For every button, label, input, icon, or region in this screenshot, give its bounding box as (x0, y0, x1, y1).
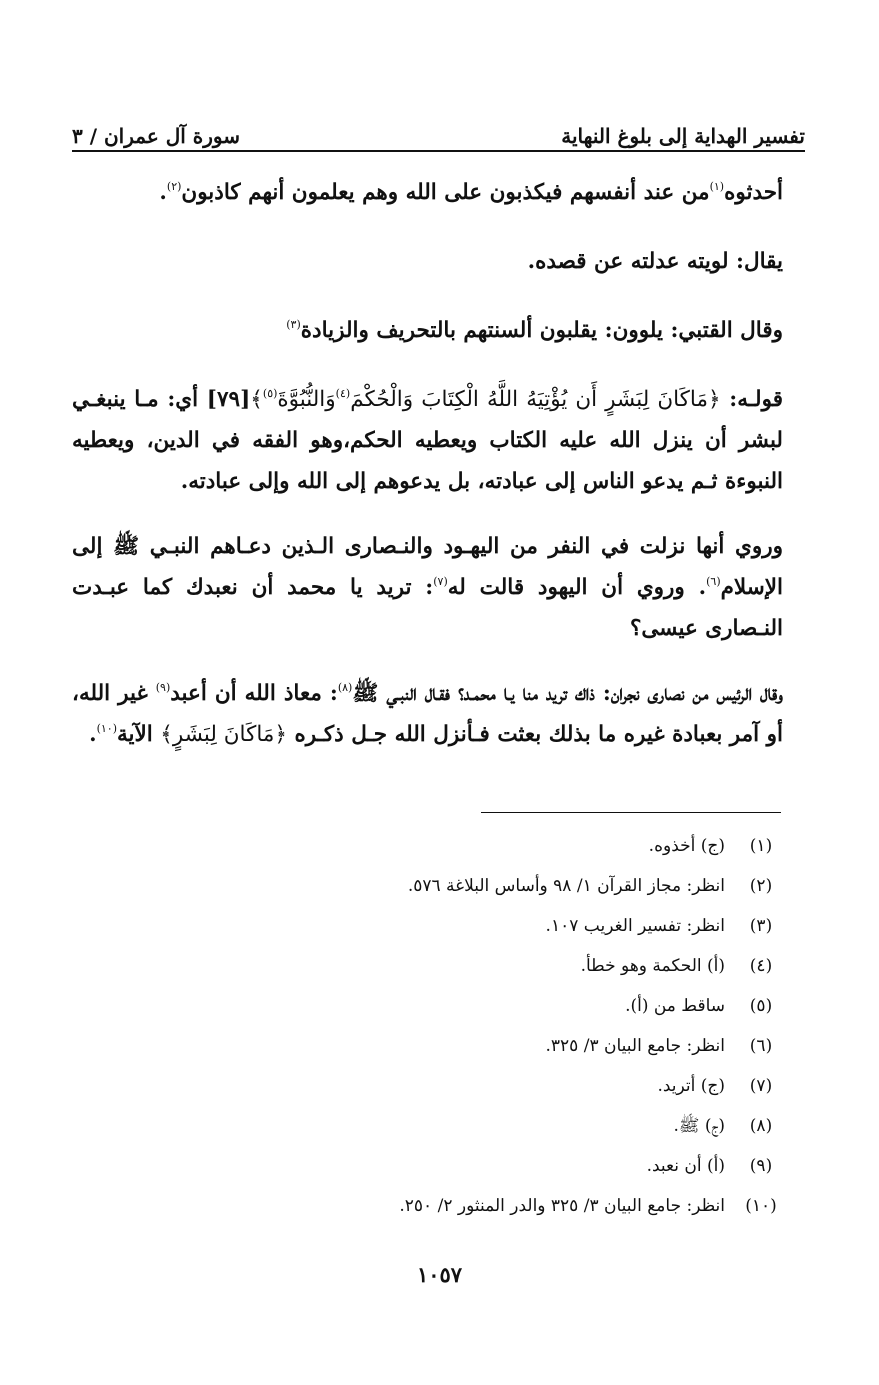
footnote-text: (ج) أخذوه. (648, 836, 725, 856)
text-run: وروي أنها نزلت في النفر من اليهـود والنـصارى الـذين دعـاهم النبـي ﷺ إلى الإسلام (72, 534, 783, 600)
footnote-number: (٨) (749, 1116, 773, 1136)
text-run: وقال الرئيس من نصارى نجران: ذاك تريد منا يـا محمـد؟ فقـال النبـي ﷺ (352, 681, 783, 706)
text-run: . (159, 180, 167, 205)
paragraph-5 (72, 526, 783, 649)
quran-verse: ﴾ (250, 387, 263, 412)
footnote-number: (٣) (749, 916, 773, 936)
footnote-number: (٧) (749, 1076, 773, 1096)
footnote-item (200, 946, 781, 986)
page-number: ١٠٥٧ (416, 1262, 463, 1287)
text-run: [٧٩] أي: مـا ينبغـي لبشر أن ينزل الله عليه الكتاب ويعطيه الحكم،وهو الفقه في الدين، ويعطيه النبوءة ثـم يدعو الناس إلى عبادته، بل يدعوهم إلى الله وإلى عبادته. (72, 387, 783, 494)
footnote-text: (أ) الحكمة وهو خطأ. (580, 956, 725, 976)
footnote-item (200, 1106, 781, 1146)
paragraph-1 (72, 172, 783, 213)
paragraph-3 (72, 310, 783, 351)
text-run: : تريد يا محمد أن نعبدك كما عبـدت النـصارى عيسى؟ (72, 575, 783, 641)
text-run: من عند أنفسهم فيكذبون على الله وهم يعلمون أنهم كاذبون (181, 180, 710, 205)
footnote-ref-10[interactable]: (١٠) (96, 722, 118, 735)
footnote-item (200, 986, 781, 1026)
footnote-text: انظر: تفسير الغريب ١٠٧. (545, 916, 725, 936)
footnote-text: انظر: جامع البيان ٣/ ٣٢٥. (545, 1036, 725, 1056)
footnote-ref-5[interactable]: (٥) (262, 387, 278, 400)
footnote-text: انظر: مجاز القرآن ١/ ٩٨ وأساس البلاغة ٥٧٦. (407, 876, 725, 896)
quran-verse: وَالنُّبُوَّةَ (277, 387, 336, 412)
footnote-number: (١٠) (745, 1196, 777, 1216)
footnote-ref-8[interactable]: (٨) (337, 681, 353, 694)
running-header (72, 108, 805, 148)
footnote-item (200, 1146, 781, 1186)
footnote-number: (١) (749, 836, 773, 856)
footnote-number: (٤) (749, 956, 773, 976)
book-title: تفسير الهداية إلى بلوغ النهاية (561, 124, 805, 148)
paragraph-4 (72, 379, 783, 502)
footnote-text: انظر: جامع البيان ٣/ ٣٢٥ والدر المنثور ٢/ ٢٥٠. (399, 1196, 725, 1216)
footnote-ref-6[interactable]: (٦) (706, 575, 721, 588)
footnote-text: ساقط من (أ). (625, 996, 725, 1016)
footnote-separator (481, 812, 781, 813)
footnote-ref-1[interactable]: (١) (709, 180, 725, 193)
footnote-item (200, 826, 781, 866)
main-text (72, 172, 783, 779)
footnote-ref-7[interactable]: (٧) (433, 575, 448, 588)
footnote-ref-4[interactable]: (٤) (335, 387, 351, 400)
footnote-text: (ج) أتريد. (657, 1076, 725, 1096)
footnote-number: (٩) (749, 1156, 773, 1176)
text-run: الآية (117, 722, 161, 747)
surah-label: سورة آل عمران / ٣ (72, 124, 240, 148)
footnote-ref-9[interactable]: (٩) (155, 681, 171, 694)
paragraph-2 (72, 241, 783, 282)
paragraph-6 (72, 673, 783, 755)
footnote-ref-3[interactable]: (٣) (286, 318, 301, 331)
footnote-text: (أ) أن نعبد. (646, 1156, 725, 1176)
footnote-item (200, 1026, 781, 1066)
footnote-number: (٥) (749, 996, 773, 1016)
text-run: يقال: لويته عدلته عن قصده. (527, 249, 783, 274)
text-run: غير الله، أو آمر بعبادة غيره ما بذلك بعثت فـأنزل الله جـل ذكـره (72, 681, 783, 747)
footnotes-list (200, 826, 781, 1226)
footnote-text: (ج) ﷺ. (673, 1116, 725, 1136)
footnote-item (200, 1186, 781, 1226)
text-run: . (89, 722, 97, 747)
footnote-number: (٦) (749, 1036, 773, 1056)
text-run: . وروي أن اليهود قالت له (447, 575, 707, 600)
text-run: قولـه: (720, 387, 783, 412)
text-run: أحدثوه (724, 180, 783, 205)
footnote-number: (٢) (749, 876, 773, 896)
quran-verse: ﴿مَاكَانَ لِبَشَرٍ أَن يُؤْتِيَهُ اللَّهُ الْكِتَابَ وَالْحُكْمَ (350, 387, 721, 412)
text-run: : معاذ الله أن أعبد (170, 681, 338, 706)
footnote-ref-2[interactable]: (٢) (166, 180, 182, 193)
text-run: وقال القتبي: يلوون: يقلبون ألسنتهم بالتحريف والزيادة (300, 318, 783, 343)
footnote-item (200, 906, 781, 946)
quran-verse: ﴿مَاكَانَ لِبَشَرٍ﴾ (160, 722, 288, 747)
header-rule (72, 150, 805, 152)
footnote-item (200, 1066, 781, 1106)
footnote-item (200, 866, 781, 906)
